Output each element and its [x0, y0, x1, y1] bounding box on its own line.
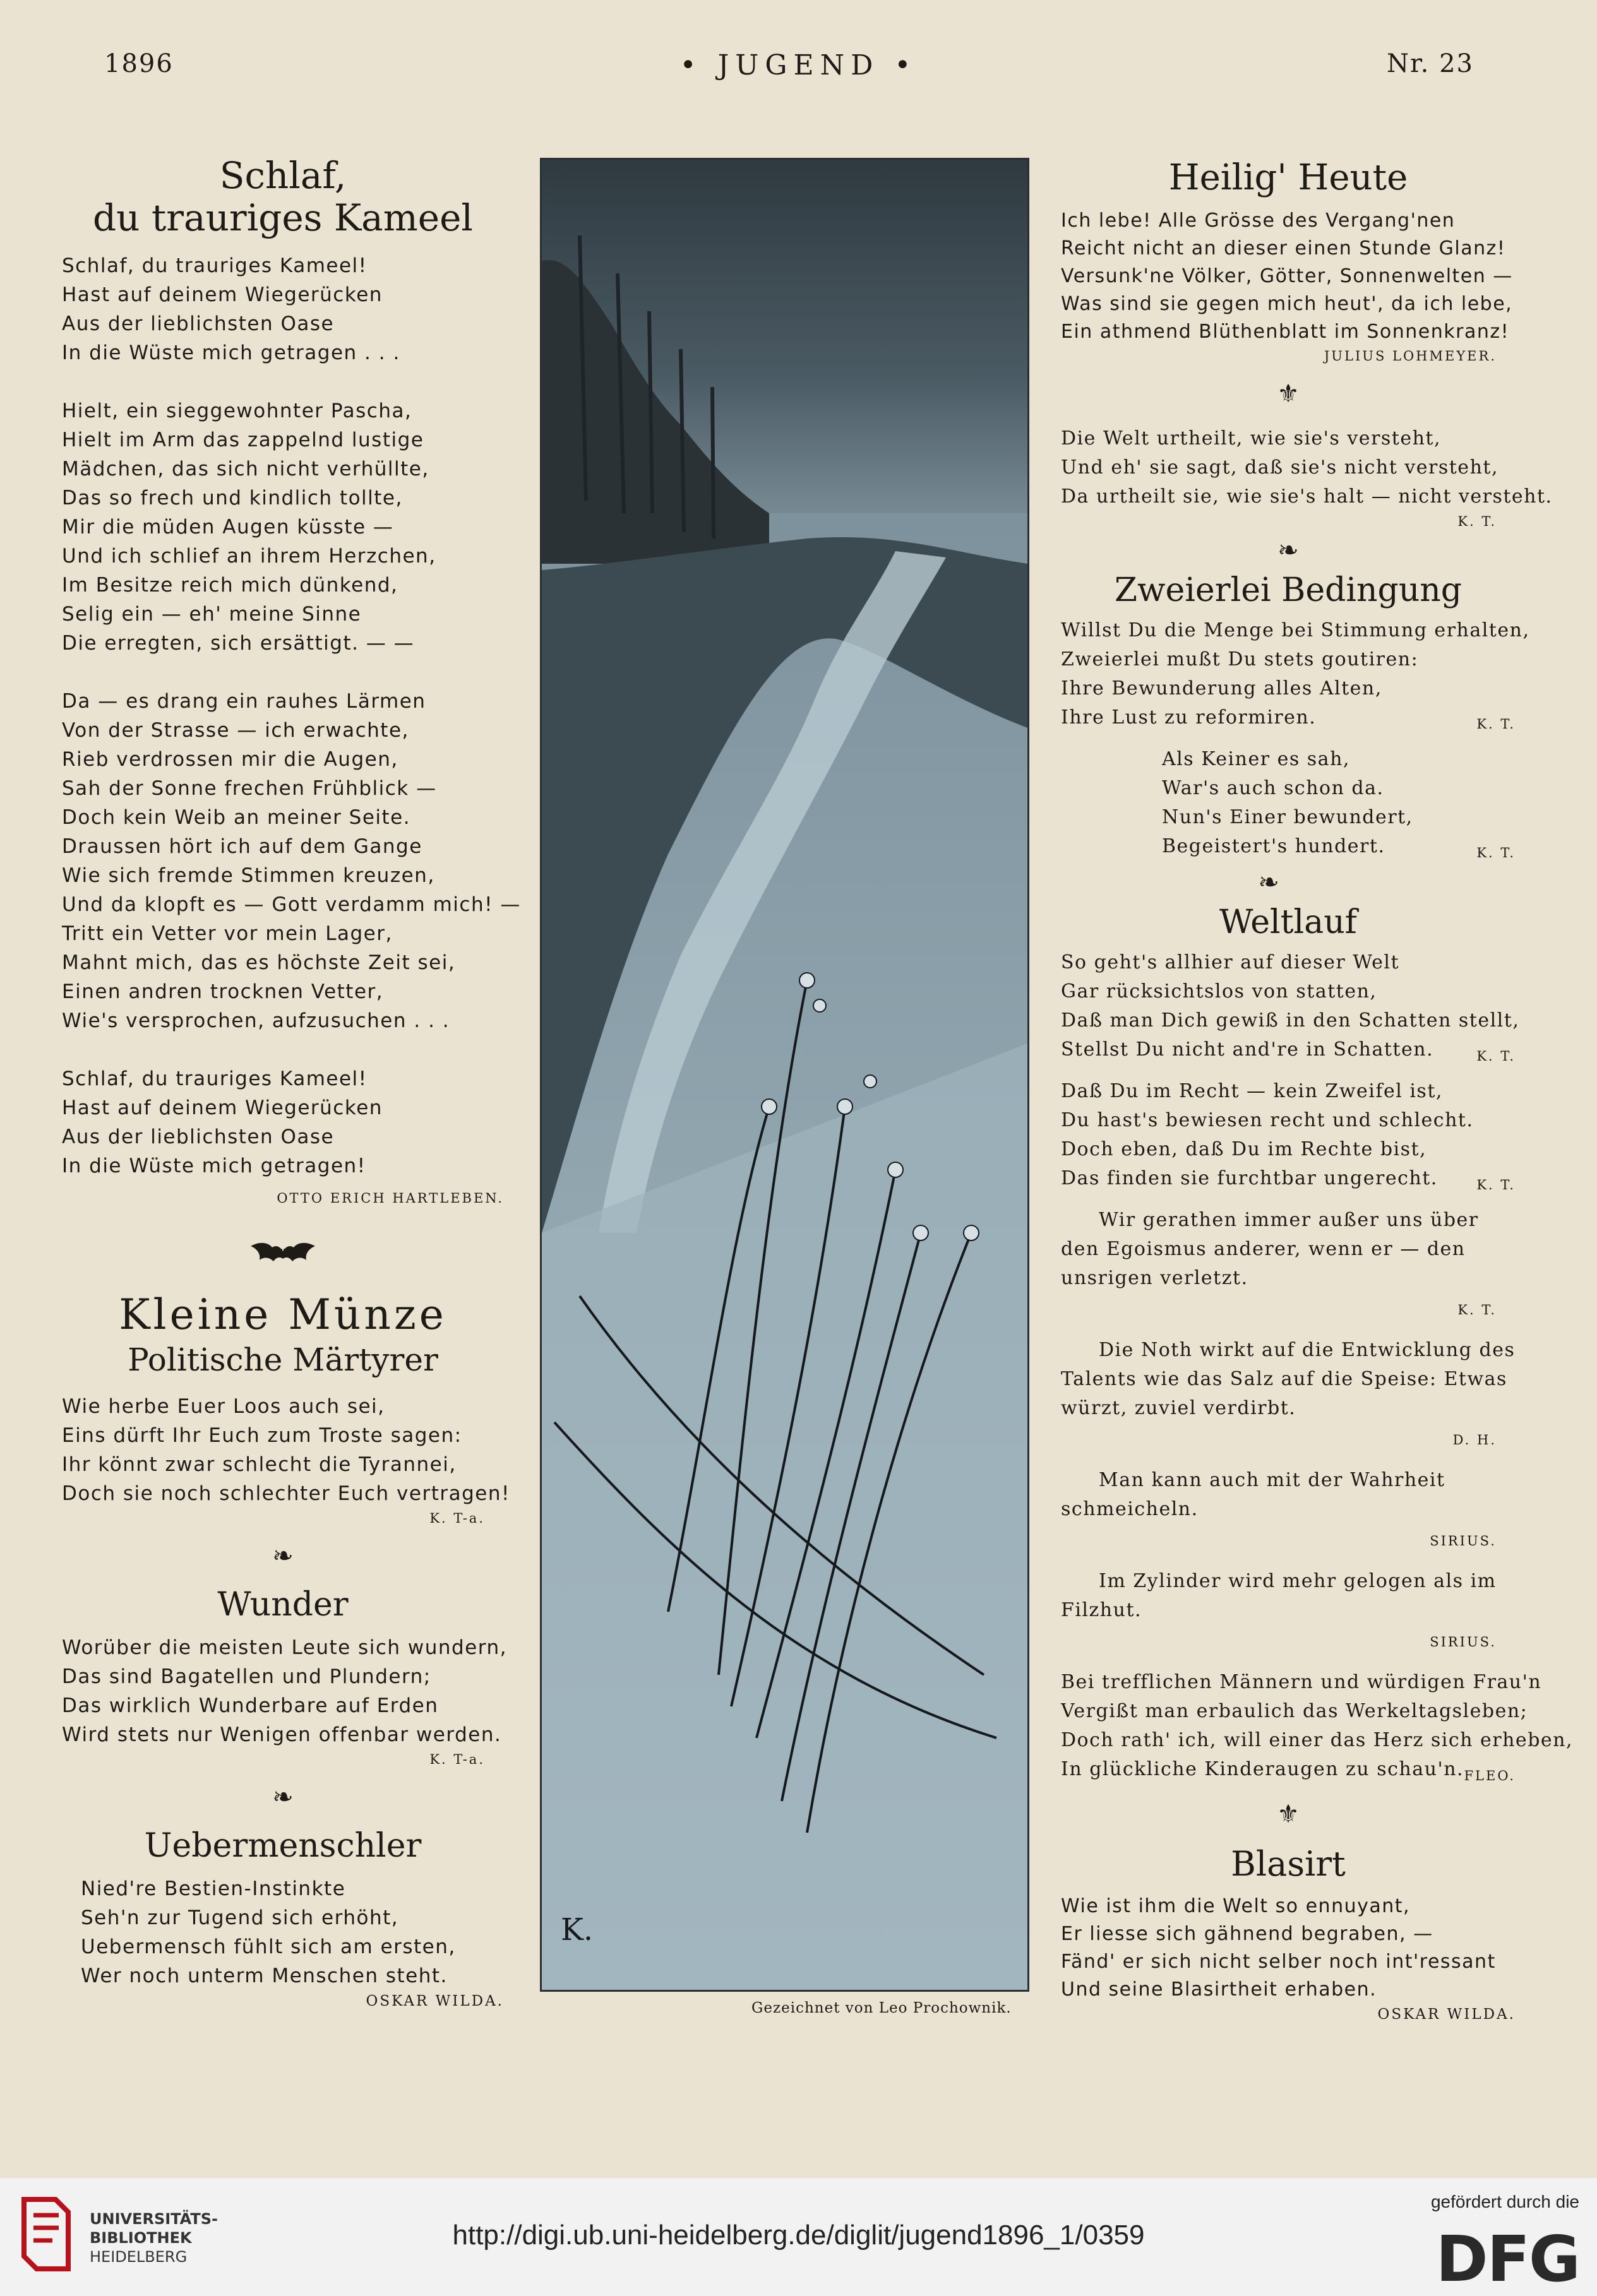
- dfg-logo[interactable]: DFG: [1435, 2222, 1579, 2296]
- poem-line: Ihre Lust zu reformiren. K. T.: [1061, 703, 1516, 732]
- poem-line: Worüber die meisten Leute sich wundern,: [62, 1636, 507, 1660]
- aphorism-text: Die Noth wirkt auf die Entwicklung des Talents wie das Salz auf die Speise: Etwas würzt, zuviel verdirbt.: [1061, 1338, 1516, 1419]
- funding-note: gefördert durch die: [1430, 2192, 1579, 2211]
- stanza: [62, 687, 521, 1035]
- library-name-line3: HEIDELBERG: [90, 2248, 188, 2266]
- uebermenschler-title: Uebermenschler: [144, 1827, 422, 1865]
- aphorism: [1061, 1336, 1516, 1454]
- poem-line: Aus der lieblichsten Oase: [62, 1126, 335, 1149]
- library-name-line2: BIBLIOTHEK: [90, 2229, 192, 2247]
- masthead: • JUGEND •: [679, 49, 918, 81]
- issue-number: Nr. 23: [1386, 49, 1474, 78]
- poem-line: Was sind sie gegen mich heut', da ich lebe,: [1061, 293, 1513, 316]
- poem-line: Doch rath' ich, will einer das Herz sich erheben,: [1061, 1728, 1574, 1751]
- signature: K. T.: [1476, 1048, 1516, 1064]
- poem-line: Das finden sie furchtbar ungerecht. K. T.: [1061, 1164, 1516, 1193]
- stanza: [62, 1064, 504, 1181]
- aphorism-text: Man kann auch mit der Wahrheit schmeicheln.: [1061, 1468, 1445, 1520]
- signature: FLEO.: [1464, 1768, 1516, 1783]
- uebermenschler-poem: [62, 1874, 504, 1990]
- aphorism-text: Wir gerathen immer außer uns über den Egoismus anderer, wenn er — den unsrigen verletzt.: [1061, 1208, 1479, 1289]
- library-name-line1: UNIVERSITÄTS-: [90, 2210, 218, 2228]
- stanza: [62, 251, 504, 367]
- uebermenschler-signature: OSKAR WILDA.: [366, 1992, 504, 2009]
- poem-line: Du hast's bewiesen recht und schlecht.: [1061, 1109, 1474, 1131]
- poem-line: Da — es drang ein rauhes Lärmen: [62, 690, 426, 713]
- politische-maertyrer-title: Politische Märtyrer: [128, 1341, 438, 1379]
- zweierlei-poem-2: [1061, 745, 1516, 861]
- artist-monogram: K.: [561, 1912, 594, 1948]
- poem-line: Bei trefflichen Männern und würdigen Frau'n: [1061, 1670, 1542, 1693]
- aphorism: [1061, 1567, 1516, 1657]
- poem-line: Hielt, ein sieggewohnter Pascha,: [62, 400, 412, 423]
- fleuron-icon: ❧: [1258, 869, 1279, 897]
- poem-line: Daß Du im Recht — kein Zweifel ist,: [1061, 1080, 1443, 1102]
- poem-line: Reicht nicht an dieser einen Stunde Glanz!: [1061, 237, 1506, 260]
- poem-line: Wer noch unterm Menschen steht.: [81, 1964, 448, 1987]
- aphorism-signature: D. H.: [1452, 1432, 1497, 1448]
- poem-line: Seh'n zur Tugend sich erhöht,: [81, 1906, 399, 1929]
- right-column: [1061, 157, 1574, 2023]
- poem-line: Mädchen, das sich nicht verhüllte,: [62, 458, 429, 481]
- poem-line: Ich lebe! Alle Grösse des Vergang'nen: [1061, 210, 1456, 232]
- poem-line: Tritt ein Vetter vor mein Lager,: [62, 922, 393, 946]
- poem-line: Doch kein Weib an meiner Seite.: [62, 806, 411, 830]
- poem-line: Das sind Bagatellen und Plundern;: [62, 1665, 431, 1689]
- weltlauf-poem-2: [1061, 1077, 1516, 1193]
- aphorism-list: [1061, 1206, 1516, 1657]
- poem-line: Wie sich fremde Stimmen kreuzen,: [62, 864, 435, 888]
- poem-line: Uebermensch fühlt sich am ersten,: [81, 1935, 456, 1958]
- signature: K. T.: [1476, 845, 1516, 861]
- poem-line: Da urtheilt sie, wie sie's halt — nicht versteht.: [1061, 485, 1553, 508]
- zweierlei-poem: [1061, 616, 1530, 732]
- poem-line: Schlaf, du trauriges Kameel!: [62, 1068, 368, 1091]
- poem-line: Nied're Bestien-Instinkte: [81, 1877, 346, 1900]
- poem-line: Ein athmend Blüthenblatt im Sonnenkranz!: [1061, 321, 1510, 343]
- frauen-poem: [1061, 1668, 1574, 1784]
- heilig-heute-title: Heilig' Heute: [1168, 157, 1408, 198]
- aphorism-signature: SIRIUS.: [1430, 1533, 1497, 1549]
- poem-line: Mir die müden Augen küsste —: [62, 516, 394, 539]
- poem-line: Aus der lieblichsten Oase: [62, 312, 335, 336]
- blasirt-title: Blasirt: [1231, 1843, 1346, 1884]
- fleuron-icon: ❧: [1277, 537, 1299, 565]
- welt-poem: [1061, 424, 1553, 511]
- poem-line: Hast auf deinem Wiegerücken: [62, 283, 383, 307]
- aphorism-signature: K. T.: [1457, 1302, 1497, 1318]
- poem-line: Und seine Blasirtheit erhaben.: [1061, 1978, 1377, 2001]
- poem-line: Doch sie noch schlechter Euch vertragen!: [62, 1482, 510, 1506]
- poem-line: Ihr könnt zwar schlecht die Tyrannei,: [62, 1453, 457, 1477]
- schlaf-title: [62, 155, 504, 239]
- poem-line: Schlaf, du trauriges Kameel!: [62, 254, 368, 278]
- poem-line: Sah der Sonne frechen Frühblick —: [62, 777, 437, 800]
- poem-line: Stellst Du nicht and're in Schatten. K. T.: [1061, 1035, 1516, 1064]
- poem-line: Rieb verdrossen mir die Augen,: [62, 748, 398, 771]
- poem-line: Wie herbe Euer Loos auch sei,: [62, 1395, 385, 1419]
- poem-line: Zweierlei mußt Du stets goutiren:: [1061, 648, 1419, 671]
- schlaf-title-line1: Schlaf,: [219, 154, 347, 197]
- aphorism: [1061, 1466, 1516, 1555]
- poem-line: Von der Strasse — ich erwachte,: [62, 719, 409, 742]
- aphorism-signature: SIRIUS.: [1430, 1634, 1497, 1650]
- fleur-de-lis-icon: ⚜: [1277, 1800, 1300, 1828]
- poem-line: Doch eben, daß Du im Rechte bist,: [1061, 1138, 1427, 1160]
- poem-line: Willst Du die Menge bei Stimmung erhalten,: [1061, 619, 1530, 642]
- poem-line: Einen andren trocknen Vetter,: [62, 980, 384, 1004]
- poem-line: Hielt im Arm das zappelnd lustige: [62, 429, 424, 452]
- heilig-signature: JULIUS LOHMEYER.: [1324, 348, 1497, 364]
- poem-line: Eins dürft Ihr Euch zum Troste sagen:: [62, 1424, 462, 1448]
- poem-line: Das so frech und kindlich tollte,: [62, 487, 403, 510]
- poem-line: Vergißt man erbaulich das Werkeltagsleben;: [1061, 1699, 1528, 1722]
- poem-line: Mahnt mich, das es höchste Zeit sei,: [62, 951, 456, 975]
- poem-line: Und da klopft es — Gott verdamm mich! —: [62, 893, 521, 917]
- fleur-de-lis-icon: ⚜: [1277, 380, 1300, 408]
- blasirt-poem: [1061, 1893, 1516, 2004]
- poem-line: Wie ist ihm die Welt so ennuyant,: [1061, 1895, 1411, 1918]
- poem-line: Als Keiner es sah,: [1162, 748, 1350, 771]
- poem-line: Er liesse sich gähnend begraben, —: [1061, 1923, 1433, 1946]
- schlaf-signature: OTTO ERICH HARTLEBEN.: [277, 1191, 504, 1206]
- schlaf-title-line2: du trauriges Kameel: [93, 196, 473, 239]
- wunder-signature: K. T-a.: [429, 1752, 485, 1768]
- poem-line: Die erregten, sich ersättigt. — —: [62, 632, 415, 655]
- fleuron-icon: ❧: [272, 1783, 294, 1812]
- poem-line: Selig ein — eh' meine Sinne: [62, 603, 362, 626]
- aphorism-text: Im Zylinder wird mehr gelogen als im Filzhut.: [1061, 1569, 1497, 1621]
- poem-line: Gar rücksichtslos von statten,: [1061, 980, 1377, 1002]
- poem-line: Das wirklich Wunderbare auf Erden: [62, 1694, 439, 1718]
- muenze-poem: [62, 1392, 510, 1508]
- poem-line: War's auch schon da.: [1162, 777, 1384, 800]
- weltlauf-title: Weltlauf: [1219, 903, 1357, 942]
- poem-line: Daß man Dich gewiß in den Schatten stellt,: [1061, 1009, 1520, 1032]
- poem-line: Wie's versprochen, aufzusuchen . . .: [62, 1009, 450, 1033]
- poem-line: Im Besitze reich mich dünkend,: [62, 574, 398, 597]
- footer-bar: [0, 2178, 1597, 2296]
- poem-line: Hast auf deinem Wiegerücken: [62, 1097, 383, 1120]
- poem-line: In die Wüste mich getragen!: [62, 1155, 366, 1178]
- kleine-muenze-title: Kleine Münze: [119, 1290, 447, 1340]
- poem-line: Wird stets nur Wenigen offenbar werden.: [62, 1723, 502, 1747]
- permalink-url[interactable]: http://digi.ub.uni-heidelberg.de/diglit/jugend1896_1/0359: [452, 2220, 1145, 2251]
- poem-line: Und eh' sie sagt, daß sie's nicht versteht,: [1061, 456, 1498, 479]
- wunder-title: Wunder: [217, 1586, 349, 1624]
- aphorism: [1061, 1206, 1516, 1324]
- signature: K. T.: [1476, 1177, 1516, 1193]
- poem-line: In glückliche Kinderaugen zu schau'n. FLEO.: [1061, 1755, 1516, 1784]
- poem-line: Begeistert's hundert. K. T.: [1162, 832, 1516, 861]
- bat-ornament-icon: [62, 1237, 504, 1272]
- welt-signature: K. T.: [1457, 514, 1497, 530]
- poem-line: So geht's allhier auf dieser Welt: [1061, 951, 1400, 973]
- poem-line: Draussen hört ich auf dem Gange: [62, 835, 422, 859]
- left-column: [62, 154, 521, 2009]
- illustration-caption: Gezeichnet von Leo Prochownik.: [751, 2000, 1012, 2016]
- wunder-poem: [62, 1633, 507, 1749]
- stanza: [62, 396, 504, 658]
- signature: K. T.: [1476, 717, 1516, 732]
- schlaf-poem: [62, 251, 521, 1181]
- poem-line: Versunk'ne Völker, Götter, Sonnenwelten —: [1061, 265, 1513, 288]
- poem-line: In die Wüste mich getragen . . .: [62, 342, 400, 365]
- heilig-poem: [1061, 207, 1516, 346]
- zweierlei-title: Zweierlei Bedingung: [1114, 571, 1462, 610]
- page-year: 1896: [104, 49, 174, 78]
- poem-line: Die Welt urtheilt, wie sie's versteht,: [1061, 427, 1442, 450]
- blasirt-signature: OSKAR WILDA.: [1377, 2006, 1516, 2023]
- fleuron-icon: ❧: [272, 1542, 294, 1571]
- poem-line: Ihre Bewunderung alles Alten,: [1061, 677, 1382, 700]
- winter-landscape-illustration: [540, 158, 1029, 1992]
- poem-line: Nun's Einer bewundert,: [1162, 806, 1413, 829]
- poem-line: Und ich schlief an ihrem Herzchen,: [62, 545, 436, 568]
- poem-line: Fänd' er sich nicht selber noch int'ressant: [1061, 1951, 1496, 1973]
- weltlauf-poem: [1061, 948, 1520, 1064]
- muenze-signature: K. T-a.: [429, 1511, 485, 1526]
